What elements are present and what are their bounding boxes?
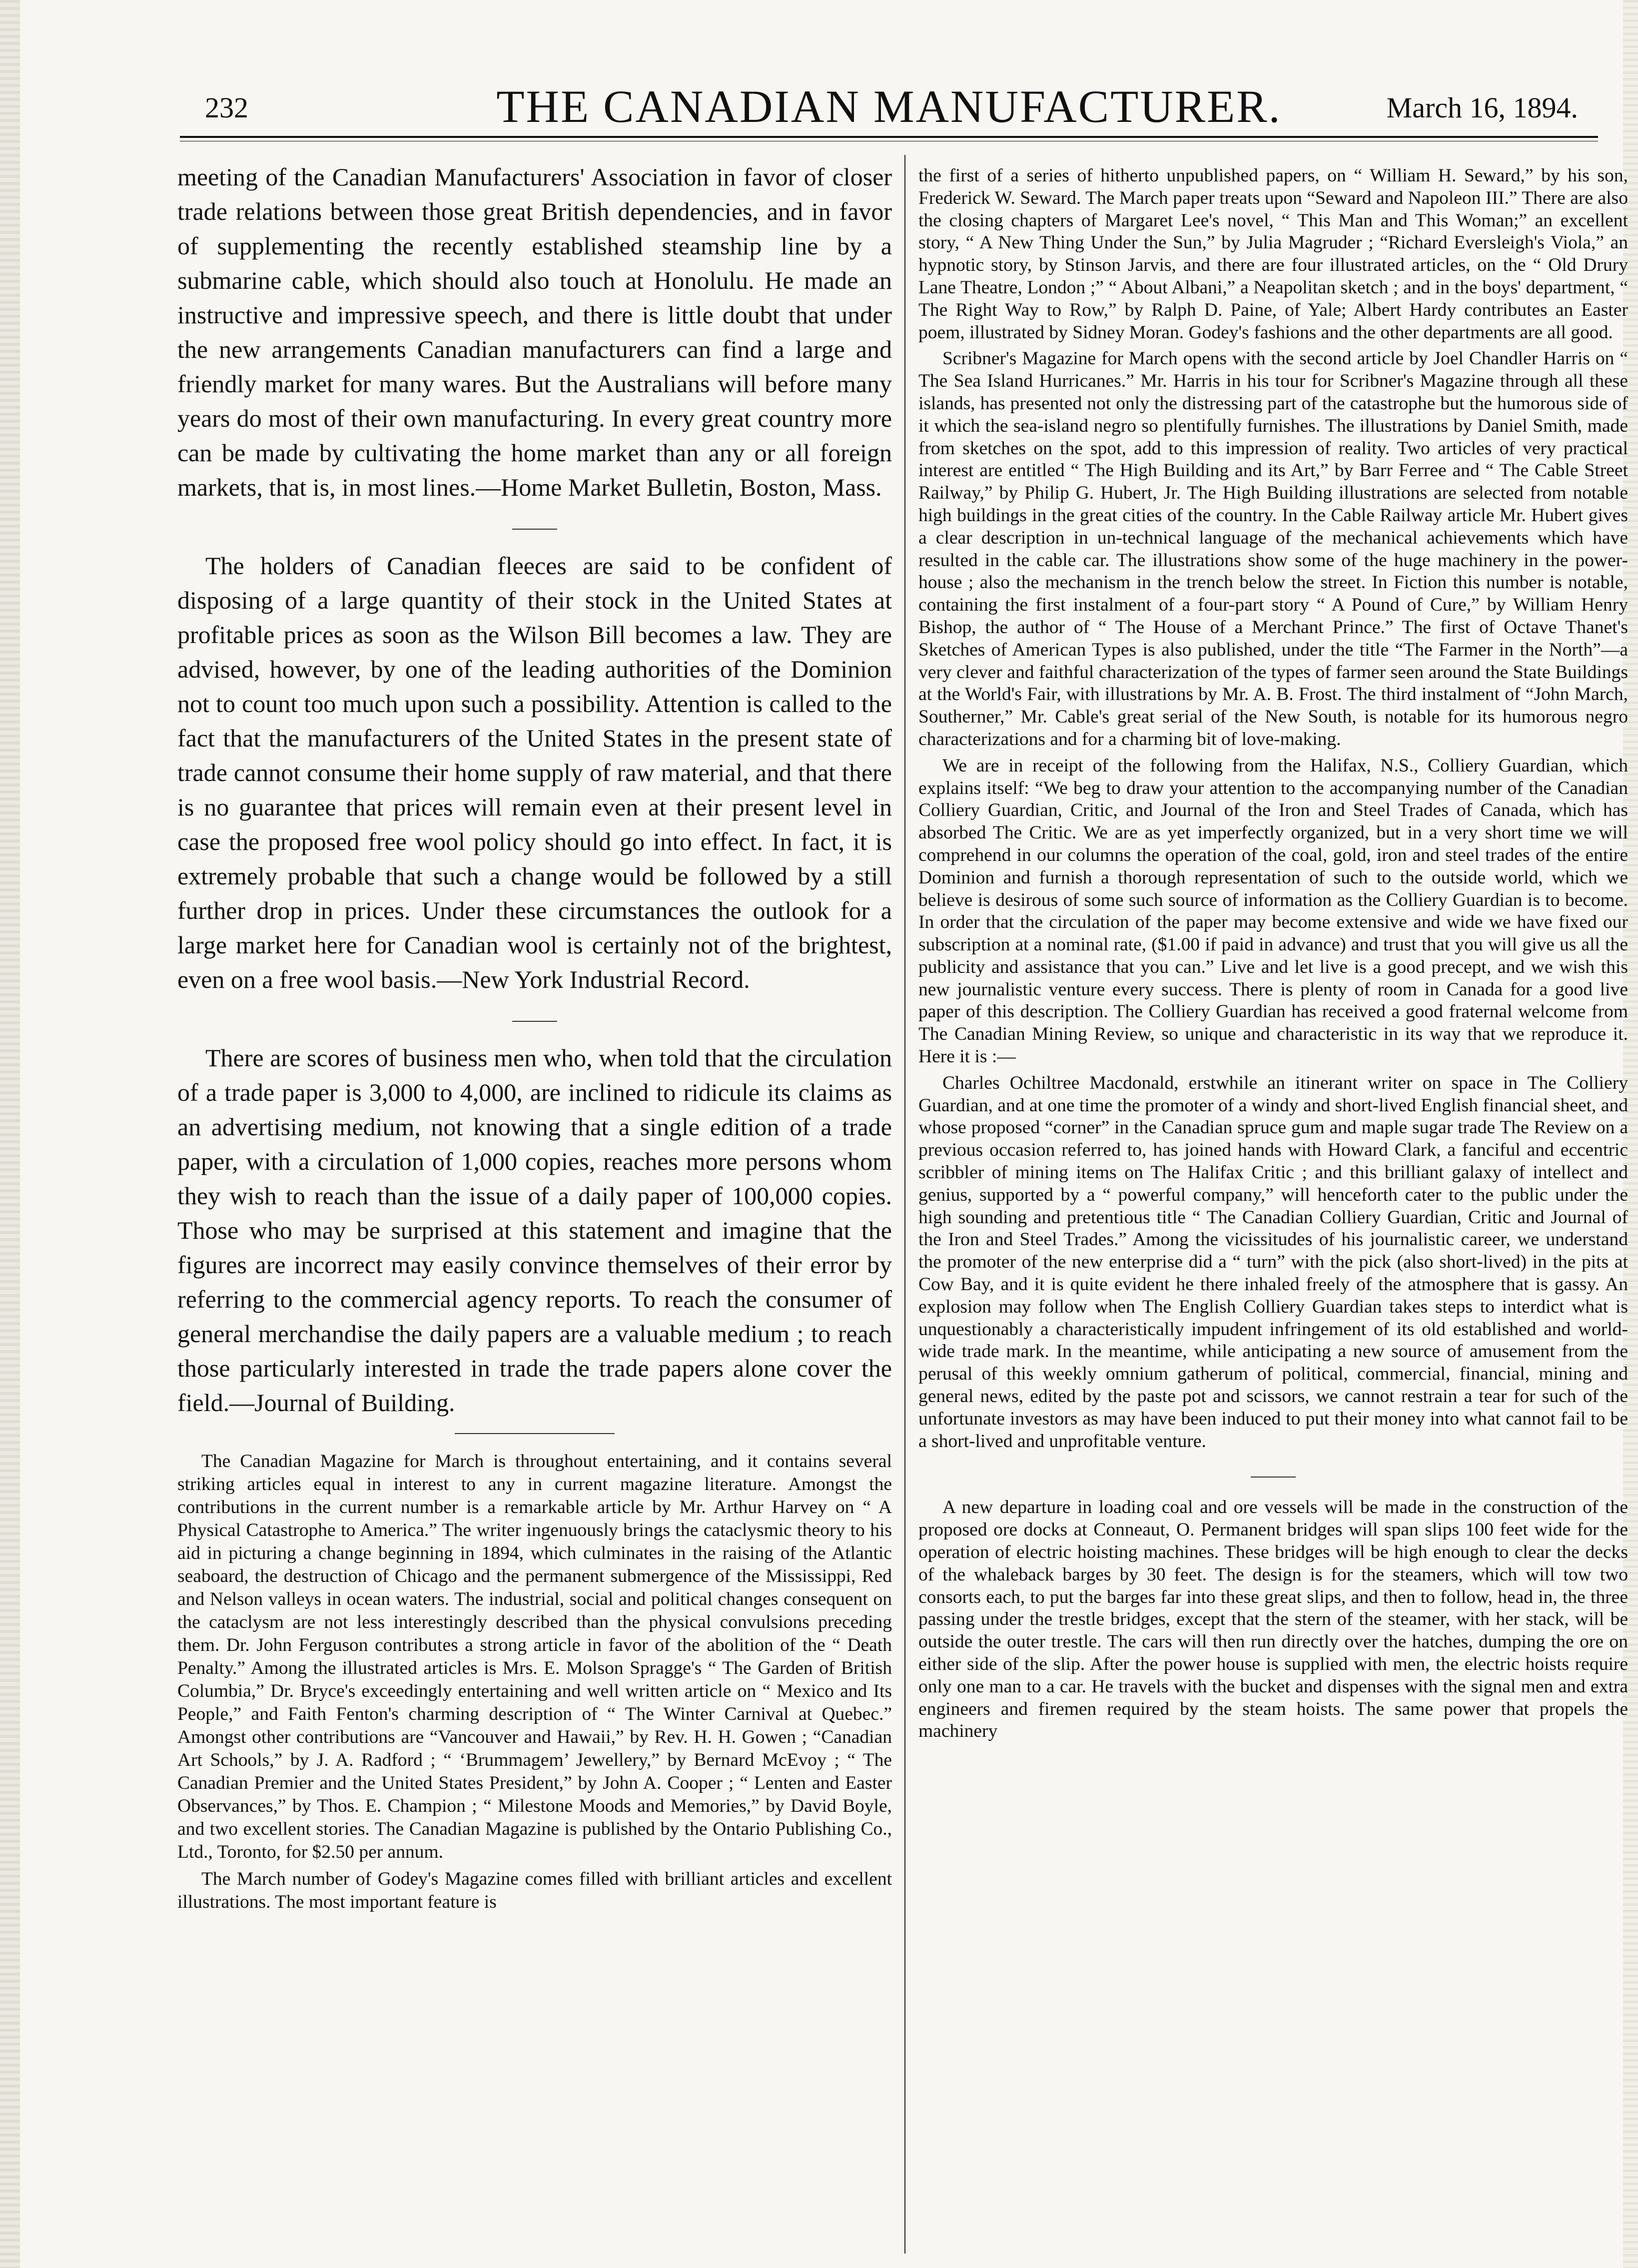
- article-mining-review-quote: Charles Ochiltree Macdonald, erstwhile an itinerant writer on space in The Colliery Guardian, and at one time the promoter of a windy and short-lived English financial sheet, and whose proposed “corner” in the Canadian spruce gum and maple sugar trade The Review on a previous occasion referred to, has joined hands with Howard Clark, a fanciful and eccentric scribbler of mining items on The Halifax Critic ; and this brilliant galaxy of intellect and genius, supported by a “ powerful company,” will henceforth cater to the public under the high sounding and pretentious title “ The Canadian Colliery Guardian, Critic and Journal of the Iron and Steel Trades.” Among the vicissitudes of his journalistic career, we understand the promoter of the new enterprise did a “ turn” with the pick (also short-lived) in the pits at Cow Bay, and it is quite evident he there inhaled freely of the atmosphere that is gassy. An explosion may follow when The English Colliery Guardian takes steps to interdict what is unquestionably a characteristically impudent infringement of its old established and world-wide trade mark. In the meantime, while anticipating a new source of amusement from the perusal of this weekly omnium gatherum of political, commercial, financial, mining and general news, edited by the paste pot and scissors, we cannot restrain a tear for such of the unfortunate investors as may have been induced to put their money into what cannot fail to be a short-lived and unprofitable venture.: [918, 1072, 1628, 1452]
- journal-title: THE CANADIAN MANUFACTURER.: [496, 81, 1282, 132]
- issue-date: March 16, 1894.: [1386, 91, 1578, 124]
- page-header: [180, 75, 1598, 145]
- left-small-articles: [177, 1450, 892, 1914]
- article-colliery-guardian: We are in receipt of the following from the Halifax, N.S., Colliery Guardian, which explains itself: “We beg to draw your attention to the accompanying number of the Canadian Colliery Guardian, Critic, and Journal of the Iron and Steel Trades of Canada, which has absorbed The Critic. We are as yet imperfectly organized, but in a very short time we will comprehend in our columns the operation of the coal, gold, iron and steel trades of the entire Dominion and furnish a thorough representation of such to the outside world, which we believe is desirous of some such source of information as the Colliery Guardian is to become. In order that the circulation of the paper may become extensive and wide we have fixed our subscription at a nominal rate, ($1.00 if paid in advance) and trust that you will give us all the publicity and assistance that you can.” Live and let live is a good precept, and we wish this new journalistic venture every success. There is plenty of room in Canada for a good live paper of this description. The Colliery Guardian has received a good fraternal welcome from The Canadian Mining Review, so unique and characteristic in its way that we reproduce it. Here it is :—: [918, 755, 1628, 1067]
- article-canadian-magazine: The Canadian Magazine for March is throughout entertaining, and it contains several striking articles equal in interest to any in current magazine literature. Amongst the contributions in the current number is a remarkable article by Mr. Arthur Harvey on “ A Physical Catastrophe to America.” The writer ingenuously brings the cataclysmic theory to his aid in picturing a change beginning in 1894, which culminates in the raising of the Atlantic seaboard, the destruction of Chicago and the permanent submergence of the Mississippi, Red and Nelson valleys in ocean waters. The industrial, social and political changes consequent on the cataclysm are not less interestingly described than the physical convulsions preceding them. Dr. John Ferguson contributes a strong article in favor of the abolition of the “ Death Penalty.” Among the illustrated articles is Mrs. E. Molson Spragge's “ The Garden of British Columbia,” Dr. Bryce's exceedingly entertaining and well written article on “ Mexico and Its People,” and Faith Fenton's charming description of “ The Winter Carnival at Quebec.” Amongst other contributions are “Vancouver and Hawaii,” by Rev. H. H. Gowen ; “Canadian Art Schools,” by J. A. Radford ; “ ‘Brummagem’ Jewellery,” by Bernard McEvoy ; “ The Canadian Premier and the United States President,” by John A. Cooper ; “ Lenten and Easter Observances,” by Thos. E. Champion ; “ Milestone Moods and Memories,” by David Boyle, and two excellent stories. The Canadian Magazine is published by the Ontario Publishing Co., Ltd., Toronto, for $2.50 per annum.: [177, 1451, 892, 1862]
- section-separator: [455, 1433, 615, 1434]
- article-separator: [512, 529, 557, 530]
- page-number: 232: [205, 91, 248, 124]
- article-scribners-magazine: Scribner's Magazine for March opens with the second article by Joel Chandler Harris on “ The Sea Island Hurricanes.” Mr. Harris in his tour for Scribner's Magazine through all these islands, has presented not only the distressing part of the catastrophe but the humorous side of it which the sea-island negro so plentifully furnishes. The illustrations by Daniel Smith, made from sketches on the spot, add to this impression of reality. Two articles of very practical interest are entitled “ The High Building and its Art,” by Barr Ferree and “ The Cable Street Railway,” by Philip G. Hubert, Jr. The High Building illustrations are selected from notable high buildings in the great cities of the country. In the Cable Railway article Mr. Hubert gives a clear description in un-technical language of the mechanical achievements which have resulted in the cable car. The illustrations show some of the huge machinery in the power-house ; also the mechanism in the trench below the street. In Fiction this number is notable, containing the first instalment of a four-part story “ A Pound of Cure,” by William Henry Bishop, the author of “ The House of a Merchant Prince.” The first of Octave Thanet's Sketches of American Types is also published, under the title “The Farmer in the North”—a very clever and faithful characterization of the types of farmer seen around the State Buildings at the World's Fair, with illustrations by Mr. A. B. Frost. The third instalment of “John March, Southerner,” Mr. Cable's great serial of the New South, is notable for its humorous negro characterizations and for a charming bit of love-making.: [918, 348, 1628, 750]
- article-godeys-magazine: The March number of Godey's Magazine comes filled with brilliant articles and excellent illustrations. The most important feature is: [177, 1869, 892, 1912]
- column-divider: [904, 155, 905, 2254]
- article-australian-trade: meeting of the Canadian Manufacturers' Association in favor of closer trade relations between those great British dependencies, and in favor of supplementing the recently established steamship line by a submarine cable, which should also touch at Honolulu. He made an instructive and impressive speech, and there is little doubt that under the new arrangements Canadian manufacturers can find a large and friendly market for many wares. But the Australians will before many years do most of their own manufacturing. In every great country more can be made by cultivating the home market than any or all foreign markets, that is, in most lines.—Home Market Bulletin, Boston, Mass.: [177, 163, 892, 501]
- right-column: [918, 165, 1628, 1747]
- header-rule: [180, 136, 1598, 141]
- page-edge-left: [0, 0, 20, 2268]
- left-column: [177, 160, 892, 1918]
- article-canadian-fleeces: The holders of Canadian fleeces are said to be confident of disposing of a large quantity of their stock in the United States at profitable prices as soon as the Wilson Bill becomes a law. They are advised, however, by one of the leading authorities of the Dominion not to count too much upon such a possibility. Attention is called to the fact that the manufacturers of the United States in the present state of trade cannot consume their home supply of raw material, and that there is no guarantee that prices will remain even at their present level in case the proposed free wool policy should go into effect. In fact, it is extremely probable that such a change would be followed by a still further drop in prices. Under these circumstances the outlook for a large market here for Canadian wool is certainly not of the brightest, even on a free wool basis.—New York Industrial Record.: [177, 552, 892, 993]
- left-large-articles: [177, 160, 892, 1420]
- article-separator: [1251, 1477, 1296, 1478]
- article-separator: [512, 1021, 557, 1022]
- article-godeys-continued: the first of a series of hitherto unpublished papers, on “ William H. Seward,” by his son, Frederick W. Seward. The March paper treats upon “Seward and Napoleon III.” There are also the closing chapters of Margaret Lee's novel, “ This Man and This Woman;” an excellent story, “ A New Thing Under the Sun,” by Julia Magruder ; “Richard Eversleigh's Viola,” an hypnotic story, by Stinson Jarvis, and there are four illustrated articles, on the “ Old Drury Lane Theatre, London ;” “ About Albani,” a Neapolitan sketch ; and in the boys' department, “ The Right Way to Row,” by Ralph D. Paine, of Yale; Albert Hardy contributes an Easter poem, illustrated by Sidney Moran. Godey's fashions and the other departments are all good.: [918, 165, 1628, 343]
- article-trade-paper-circulation: There are scores of business men who, when told that the circulation of a trade paper is 3,000 to 4,000, are inclined to ridicule its claims as an advertising medium, not knowing that a single edition of a trade paper, with a circulation of 1,000 copies, reaches more persons whom they wish to reach than the issue of a daily paper of 100,000 copies. Those who may be surprised at this statement and imagine that the figures are incorrect may easily convince themselves of their error by referring to the commercial agency reports. To reach the consumer of general merchandise the daily papers are a valuable medium ; to reach those particularly interested in trade the trade papers alone cover the field.—Journal of Building.: [177, 1044, 892, 1417]
- article-conneaut-ore-docks: A new departure in loading coal and ore vessels will be made in the construction of the proposed ore docks at Conneaut, O. Permanent bridges will span slips 100 feet wide for the operation of electric hoisting machines. These bridges will be high enough to clear the decks of the whaleback barges by 30 feet. The design is for the steamers, which will tow two consorts each, to put the barges far into these great slips, and then to follow, head in, the three passing under the trestle bridges, except that the stern of the steamer, with her stack, will be outside the outer trestle. The cars will then run directly over the hatches, dumping the ore on either side of the slip. After the power house is supplied with men, the electric hoists require only one man to a car. He travels with the bucket and dispenses with the signal men and extra engineers and firemen required by the steam hoists. The same power that propels the machinery: [918, 1497, 1628, 1742]
